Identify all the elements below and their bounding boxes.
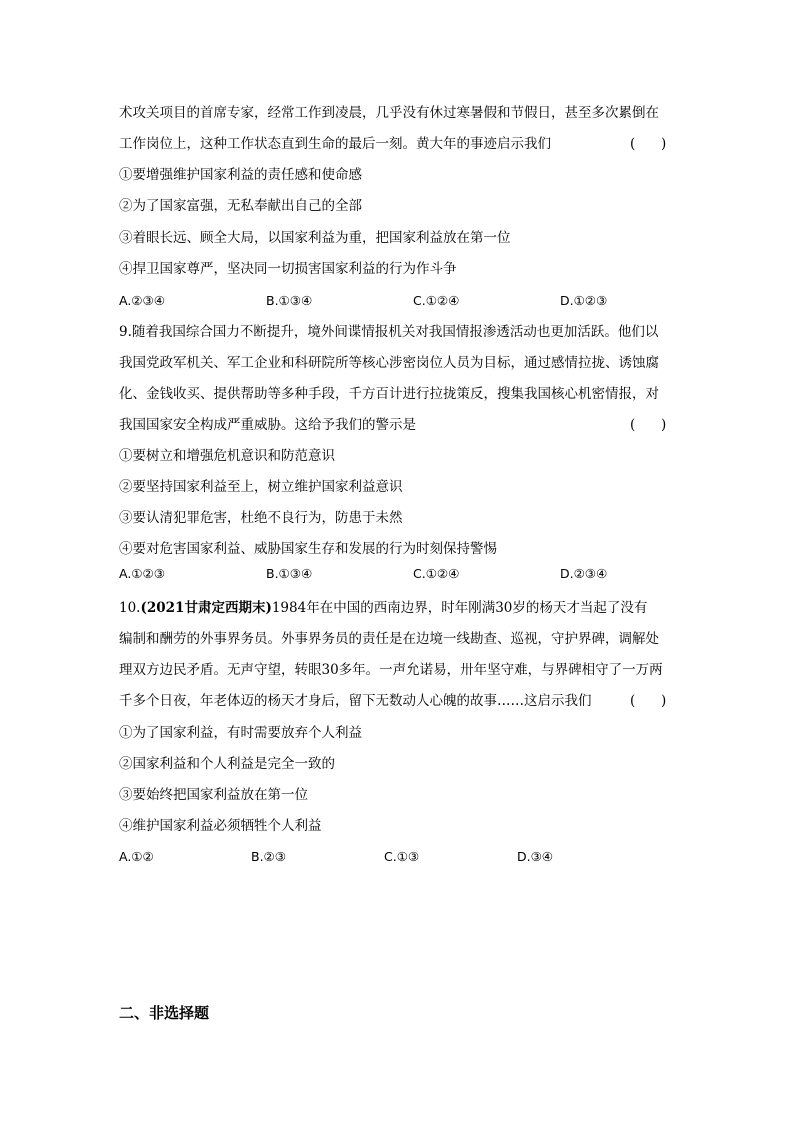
q8-item-4: ④捍卫国家尊严，坚决同一切损害国家利益的行为作斗争 [119,261,457,277]
q10-item-2: ②国家利益和个人利益是完全一致的 [119,756,335,772]
q10-stem-line-1 [119,598,679,618]
q9-option-b: B.①③④ [266,566,313,581]
q10-item-1: ①为了国家利益，有时需要放弃个人利益 [119,725,362,741]
q8-item-3: ③着眼长远、顾全大局，以国家利益为重，把国家利益放在第一位 [119,230,511,246]
q8-stem-line-2: 工作岗位上，这种工作状态直到生命的最后一刻。黄大年的事迹启示我们 [119,136,551,152]
q9-item-2: ②要坚持国家利益至上，树立维护国家利益意识 [119,479,403,495]
q10-item-4: ④维护国家利益必须牺牲个人利益 [119,818,322,834]
q9-item-1: ①要树立和增强危机意识和防范意识 [119,448,335,464]
q8-answer-blank: ( ) [630,136,667,152]
q9-item-3: ③要认清犯罪危害，杜绝不良行为，防患于未然 [119,510,403,526]
q10-option-a: A.①② [119,849,154,864]
q10-stem-line-1-text: 1984年在中国的西南边界，时年刚满30岁的杨天才当起了没有 [271,600,648,616]
q9-option-c: C.①②④ [413,566,460,581]
section-heading-non-choice: 二、非选择题 [119,1004,210,1022]
q9-stem-line-2: 我国党政军机关、军工企业和科研院所等核心涉密岗位人员为目标，通过感情拉拢、诱蚀腐 [119,355,659,371]
q8-stem-line-1: 术攻关项目的首席专家，经常工作到凌晨，几乎没有休过寒暑假和节假日，甚至多次累倒在 [119,105,659,121]
q10-item-3: ③要始终把国家利益放在第一位 [119,787,308,803]
q8-option-c: C.①②④ [413,293,460,308]
q8-option-d: D.①②③ [560,293,608,308]
q8-option-b: B.①③④ [266,293,313,308]
q8-option-a: A.②③④ [119,293,165,308]
q10-stem-line-2: 编制和酬劳的外事界务员。外事界务员的责任是在边境一线勘查、巡视，守护界碑，调解处 [119,631,659,647]
q9-option-d: D.②③④ [560,566,608,581]
q9-item-4: ④要对危害国家利益、威胁国家生存和发展的行为时刻保持警惕 [119,541,497,557]
q10-number: 10. [119,600,141,616]
q9-answer-blank: ( ) [630,417,667,433]
q10-option-c: C.①③ [384,849,420,864]
q9-stem-line-3: 化、金钱收买、提供帮助等多种手段，千方百计进行拉拢策反，搜集我国核心机密情报，对 [119,386,659,402]
q10-stem-line-3: 理双方边民矛盾。无声守望，转眼30多年。一声允诺易，卅年坚守难，与界碑相守了一万两 [119,662,663,678]
q9-stem-line-1: 9.随着我国综合国力不断提升，境外间谍情报机关对我国情报渗透活动也更加活跃。他们以 [119,324,659,340]
q10-option-d: D.③④ [517,849,554,864]
q9-stem-line-4: 我国国家安全构成严重威胁。这给予我们的警示是 [119,417,416,433]
q10-stem-line-4: 千多个日夜，年老体迈的杨天才身后，留下无数动人心魄的故事……这启示我们 [119,693,592,709]
q10-answer-blank: ( ) [630,693,667,709]
q10-option-b: B.②③ [251,849,286,864]
q8-item-2: ②为了国家富强，无私奉献出自己的全部 [119,198,362,214]
q10-source-tag: (2021甘肃定西期末) [140,600,272,616]
q9-option-a: A.①②③ [119,566,165,581]
q8-item-1: ①要增强维护国家利益的责任感和使命感 [119,167,362,183]
